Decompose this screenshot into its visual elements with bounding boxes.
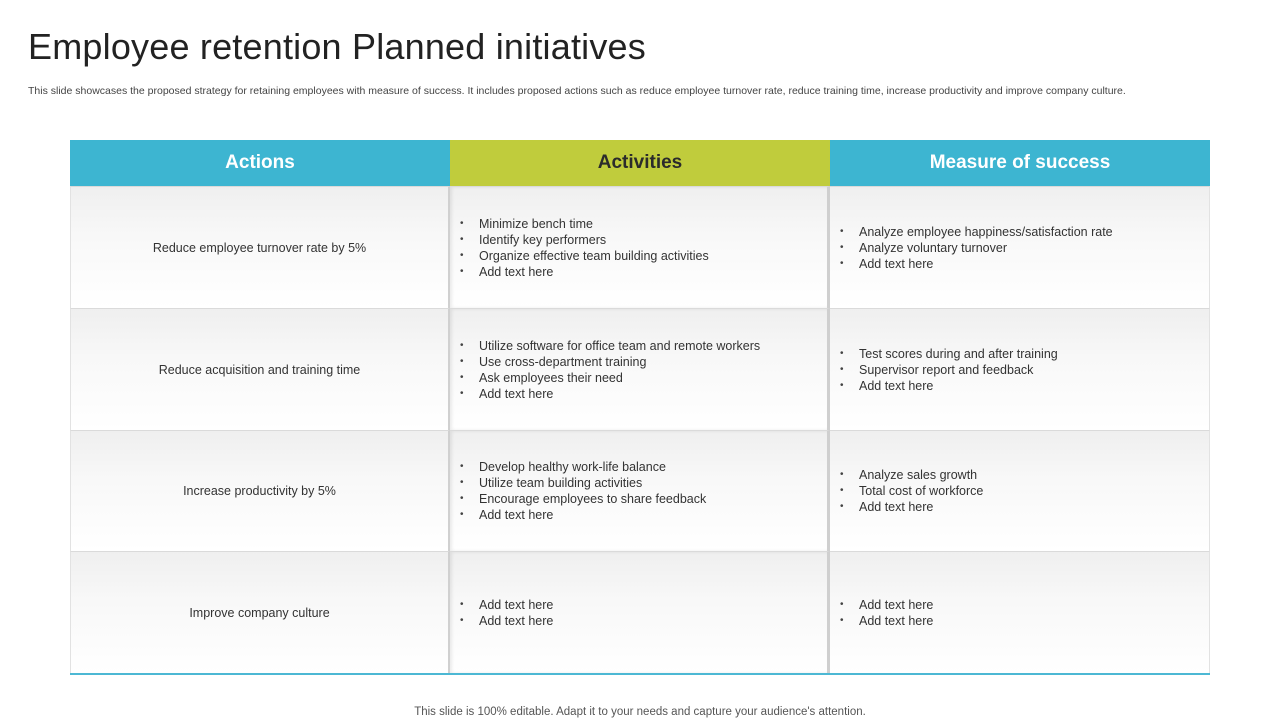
page-title: Employee retention Planned initiatives bbox=[28, 26, 646, 67]
list-item: • Test scores during and after training bbox=[840, 346, 1058, 362]
list-item: • Analyze employee happiness/satisfaction rate bbox=[840, 224, 1113, 240]
table-row-action: Improve company culture bbox=[70, 551, 450, 673]
list-item: • Analyze sales growth bbox=[840, 467, 983, 483]
list-item: • Total cost of workforce bbox=[840, 483, 983, 499]
list-item: • Analyze voluntary turnover bbox=[840, 240, 1113, 256]
activities-cell bbox=[450, 308, 830, 430]
footer-note: This slide is 100% editable. Adapt it to your needs and capture your audience's attention. bbox=[414, 706, 866, 718]
list-item: • Add text here bbox=[460, 613, 553, 629]
measures-cell bbox=[830, 551, 1210, 673]
list-item: • Ask employees their need bbox=[460, 370, 760, 386]
activities-list bbox=[450, 216, 709, 280]
list-item: • Add text here bbox=[460, 264, 709, 280]
activities-cell bbox=[450, 430, 830, 551]
header-actions: Actions bbox=[70, 140, 450, 186]
list-item: • Identify key performers bbox=[460, 232, 709, 248]
table-row-action: Increase productivity by 5% bbox=[70, 430, 450, 551]
list-item: • Add text here bbox=[840, 613, 933, 629]
list-item: • Supervisor report and feedback bbox=[840, 362, 1058, 378]
measures-list bbox=[830, 224, 1113, 272]
activities-cell bbox=[450, 551, 830, 673]
measures-list bbox=[830, 346, 1058, 394]
list-item: • Encourage employees to share feedback bbox=[460, 491, 706, 507]
list-item: • Organize effective team building activities bbox=[460, 248, 709, 264]
activities-list bbox=[450, 338, 760, 402]
activities-list bbox=[450, 459, 706, 523]
list-item: • Add text here bbox=[840, 499, 983, 515]
table-row-action: Reduce employee turnover rate by 5% bbox=[70, 186, 450, 308]
list-item: • Add text here bbox=[840, 256, 1113, 272]
measures-list bbox=[830, 467, 983, 515]
list-item: • Add text here bbox=[460, 386, 760, 402]
activities-cell bbox=[450, 186, 830, 308]
page-subtitle: This slide showcases the proposed strategy for retaining employees with measure of success. It includes proposed actions such as reduce employee turnover rate, reduce training time, increase productivity and improve company culture. bbox=[28, 85, 1126, 97]
measures-cell bbox=[830, 430, 1210, 551]
initiatives-table bbox=[70, 140, 1210, 675]
header-measure-of-success: Measure of success bbox=[830, 140, 1210, 186]
measures-list bbox=[830, 597, 933, 629]
list-item: • Minimize bench time bbox=[460, 216, 709, 232]
list-item: • Add text here bbox=[840, 378, 1058, 394]
list-item: • Utilize team building activities bbox=[460, 475, 706, 491]
list-item: • Add text here bbox=[460, 507, 706, 523]
list-item: • Add text here bbox=[460, 597, 553, 613]
list-item: • Use cross-department training bbox=[460, 354, 760, 370]
measures-cell bbox=[830, 186, 1210, 308]
list-item: • Develop healthy work-life balance bbox=[460, 459, 706, 475]
activities-list bbox=[450, 597, 553, 629]
list-item: • Add text here bbox=[840, 597, 933, 613]
list-item: • Utilize software for office team and remote workers bbox=[460, 338, 760, 354]
measures-cell bbox=[830, 308, 1210, 430]
header-activities: Activities bbox=[450, 140, 830, 186]
table-row-action: Reduce acquisition and training time bbox=[70, 308, 450, 430]
